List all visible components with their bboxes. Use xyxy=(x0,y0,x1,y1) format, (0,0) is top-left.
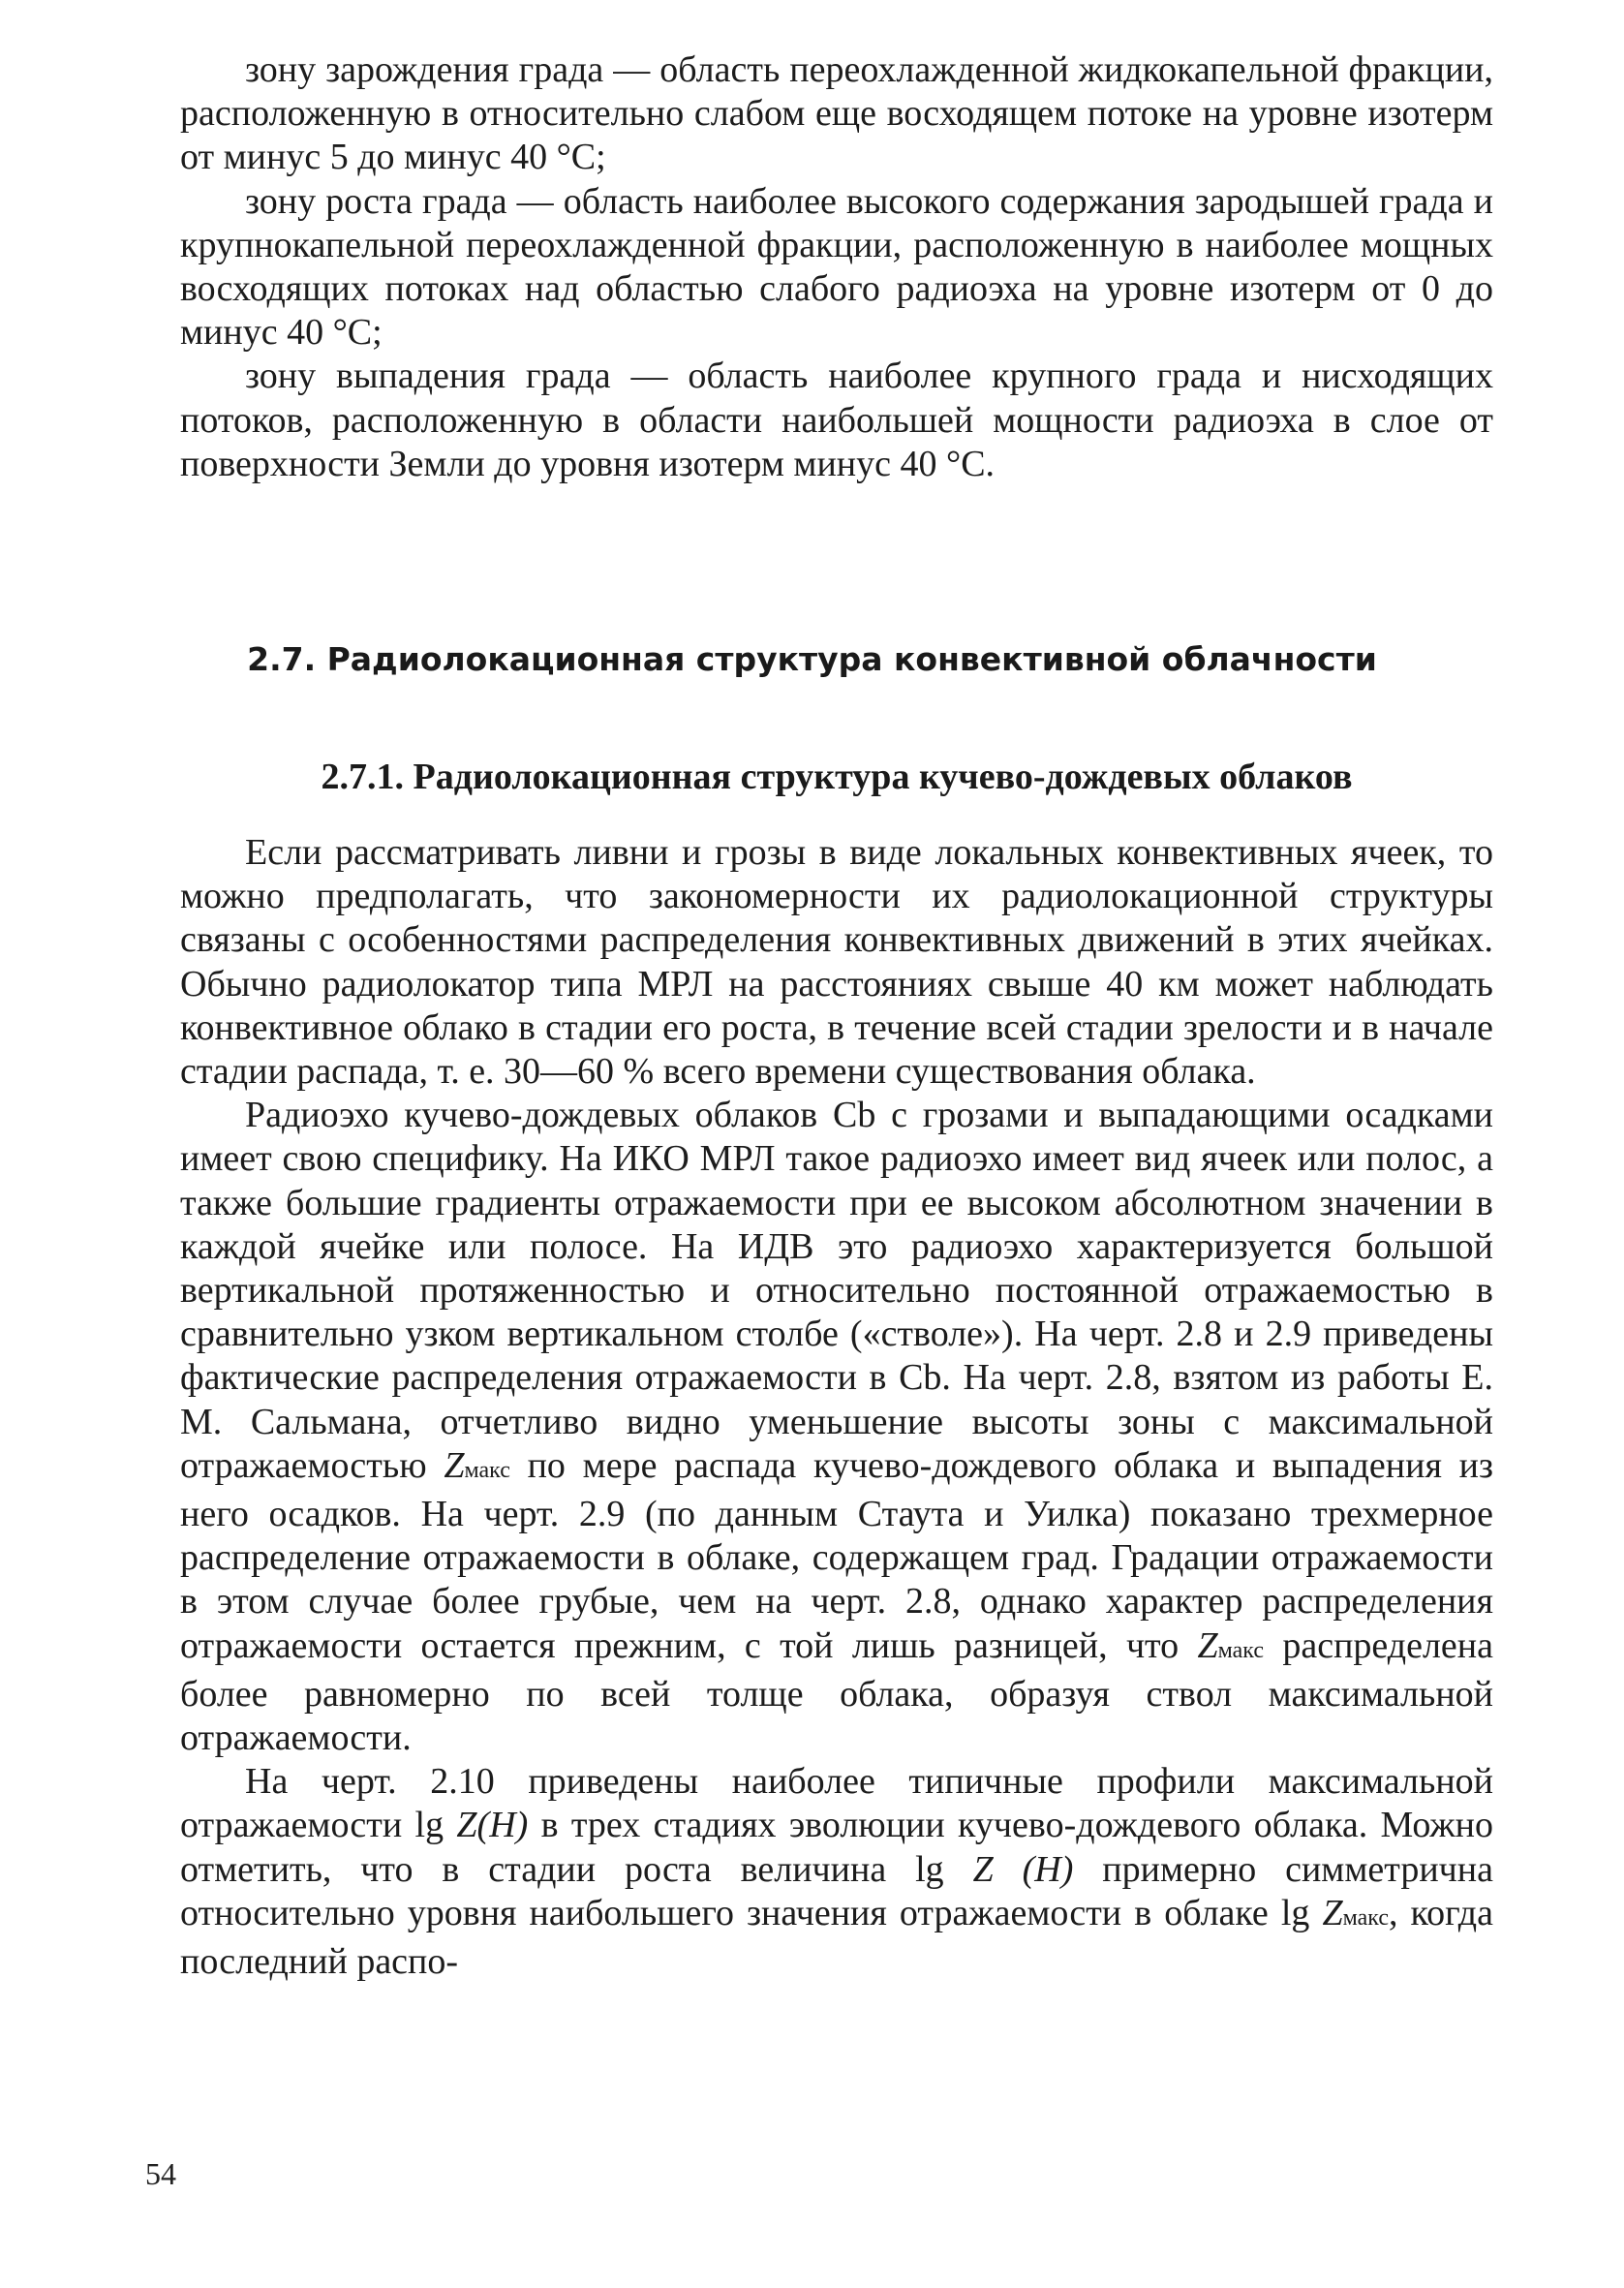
formula-z-variable: Z xyxy=(1197,1624,1218,1666)
text-run: На черт. 2.10 приведены наиболее типичные профили максимальной отражаемости lg xyxy=(180,1761,1493,1846)
body-text-block xyxy=(180,831,1493,1984)
section-heading: 2.7. Радиолокационная структура конвективной облачности xyxy=(247,640,1377,678)
formula-subscript: макс xyxy=(1342,1904,1389,1931)
formula-subscript: макс xyxy=(1217,1637,1265,1663)
text-run: в трех стадиях эволюции кучево-дождевого облака. Можно отметить, что в стадии роста величина lg xyxy=(180,1805,1493,1890)
paragraph-hail-fall-zone: зону выпадения града — область наиболее крупного града и нисходящих потоков, расположенную в области наибольшей мощности радиоэха в слое от поверхности Земли до уровня изотерм минус 40 °C. xyxy=(180,356,1493,484)
paragraph-hail-origin-zone: зону зарождения града — область переохлажденной жидкокапельной фракции, расположенную в относительно слабом еще восходящем потоке на уровне изотерм от минус 5 до минус 40 °C; xyxy=(180,49,1493,178)
subsection-heading: 2.7.1. Радиолокационная структура кучево-дождевых облаков xyxy=(321,757,1353,797)
text-run: по мере распада кучево-дождевого облака и выпадения из него осадков. На черт. 2.9 (по данным Стаута и Уилка) показано трехмерное распределение отражаемости в облаке, содержащем град. Градации отражаемости в этом случае более грубые, чем на черт. 2.8, однако характер распределения отражаемости остается прежним, с той лишь разницей, что xyxy=(180,1444,1493,1666)
paragraph-convective-cells: Если рассматривать ливни и грозы в виде локальных конвективных ячеек, то можно предполагать, что закономерности их радиолокационной структуры связаны с особенностями распределения конвективных движений в этих ячейках. Обычно радиолокатор типа МРЛ на расстояниях свыше 40 км может наблюдать конвективное облако в стадии его роста, в течение всей стадии зрелости и в начале стадии распада, т. е. 30—60 % всего времени существования облака. xyxy=(180,832,1493,1093)
formula-z-of-h: Z (H) xyxy=(972,1848,1074,1890)
formula-z-variable: Z xyxy=(1322,1892,1343,1933)
paragraph-cb-radar-echo xyxy=(180,1094,1493,1760)
text-run: , когда последний распо- xyxy=(180,1892,1493,1983)
paragraph-reflectivity-profiles xyxy=(180,1760,1493,1984)
page-number: 54 xyxy=(145,2156,176,2191)
paragraph-hail-growth-zone: зону роста града — область наиболее высокого содержания зародышей града и крупнокапельной переохлажденной фракции, расположенную в наиболее мощных восходящих потоках над областью слабого радиоэха на уровне изотерм от 0 до минус 40 °C; xyxy=(180,180,1493,354)
text-run: распределена более равномерно по всей толще облака, образуя ствол максимальной отражаемости. xyxy=(180,1624,1493,1759)
formula-z-variable: Z xyxy=(444,1444,465,1486)
formula-subscript: макс xyxy=(464,1457,510,1483)
text-run: примерно симметрична относительно уровня наибольшего значения отражаемости в облаке lg xyxy=(180,1848,1493,1933)
text-run: Радиоэхо кучево-дождевых облаков Cb с грозами и выпадающими осадками имеет свою специфику. На ИКО МРЛ такое радиоэхо имеет вид ячеек или полос, а также большие градиенты отражаемости при ее высоком абсолютном значении в каждой ячейке или полосе. На ИДВ это радиоэхо характеризуется большой вертикальной протяженностью и относительно постоянной отражаемостью в сравнительно узком вертикальном столбе («стволе»). На черт. 2.8 и 2.9 приведены фактические распределения отражаемости в Cb. На черт. 2.8, взятом из работы Е. М. Сальмана, отчетливо видно уменьшение высоты зоны с максимальной отражаемостью xyxy=(180,1095,1493,1486)
formula-z-of-h: Z(H) xyxy=(456,1805,529,1846)
intro-text-block xyxy=(180,48,1493,486)
